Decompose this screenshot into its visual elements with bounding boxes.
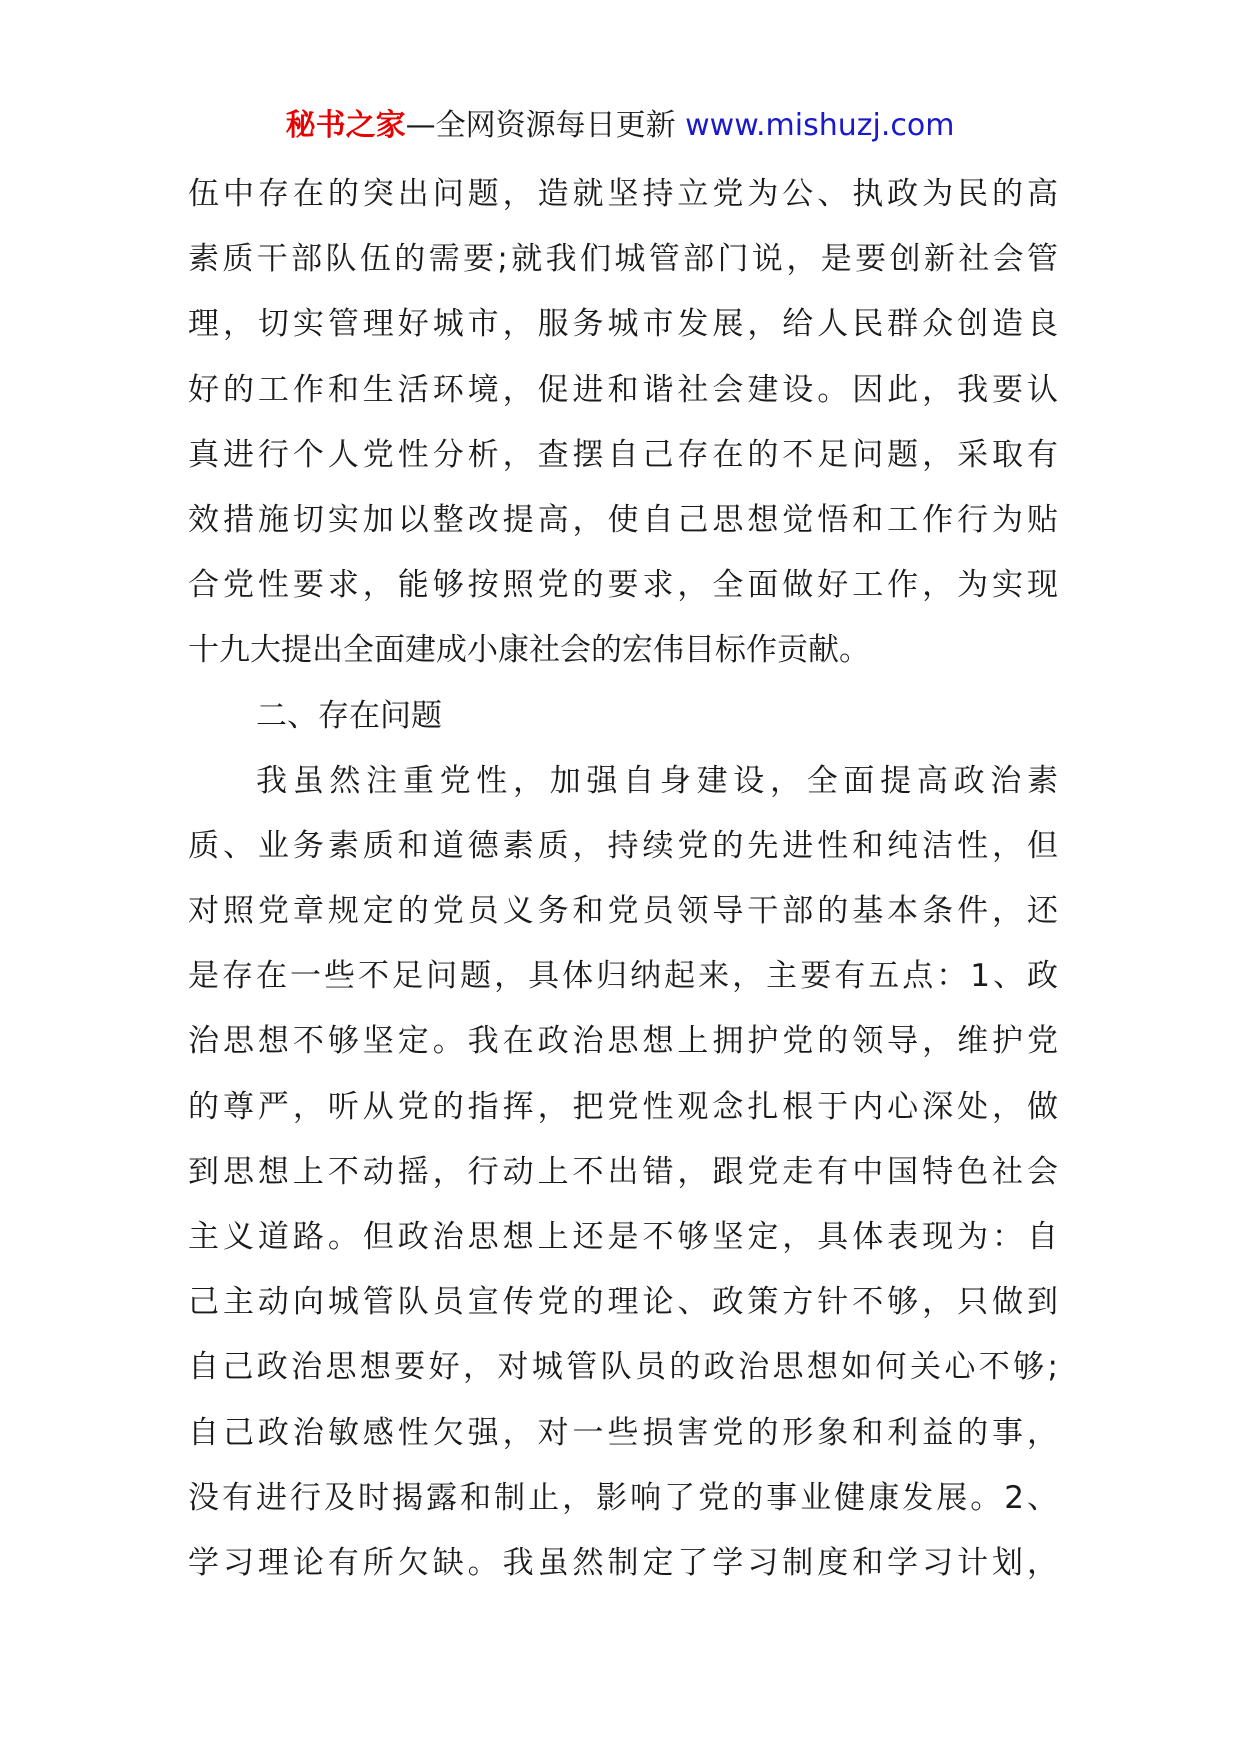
text-line: 没有进行及时揭露和制止，影响了党的事业健康发展。2、 (188, 1479, 1058, 1516)
text-line: 理，切实管理好城市，服务城市发展，给人民群众创造良 (188, 306, 1058, 343)
site-tagline: —全网资源每日更新 (405, 108, 686, 143)
text-line: 是存在一些不足问题，具体归纳起来，主要有五点：1、政 (188, 958, 1058, 995)
text-line: 好的工作和生活环境，促进和谐社会建设。因此，我要认 (188, 371, 1058, 408)
text-line: 我虽然注重党性，加强自身建设，全面提高政治素 (256, 762, 1058, 799)
text-line: 效措施切实加以整改提高，使自己思想觉悟和工作行为贴 (188, 501, 1058, 538)
text-line: 到思想上不动摇，行动上不出错，跟党走有中国特色社会 (188, 1153, 1058, 1190)
text-line: 自己政治敏感性欠强，对一些损害党的形象和利益的事， (188, 1414, 1058, 1451)
text-line: 主义道路。但政治思想上还是不够坚定，具体表现为：自 (188, 1219, 1058, 1255)
text-line: 治思想不够坚定。我在政治思想上拥护党的领导，维护党 (188, 1023, 1058, 1060)
page-header (0, 98, 1240, 154)
site-brand: 秘书之家 (285, 108, 406, 143)
section-heading: 二、存在问题 (256, 697, 442, 734)
text-line: 学习理论有所欠缺。我虽然制定了学习制度和学习计划， (188, 1544, 1058, 1581)
text-line: 自己政治思想要好，对城管队员的政治思想如何关心不够; (188, 1349, 1058, 1386)
text-line: 真进行个人党性分析，查摆自己存在的不足问题，采取有 (188, 436, 1058, 473)
text-line: 伍中存在的突出问题，造就坚持立党为公、执政为民的高 (188, 176, 1058, 212)
text-line: 的尊严，听从党的指挥，把党性观念扎根于内心深处，做 (188, 1088, 1058, 1125)
text-line: 合党性要求，能够按照党的要求，全面做好工作，为实现 (188, 567, 1058, 604)
text-line: 对照党章规定的党员义务和党员领导干部的基本条件，还 (188, 893, 1058, 930)
body-text (188, 162, 1058, 1596)
text-line: 己主动向城管队员宣传党的理论、政策方针不够，只做到 (188, 1284, 1058, 1321)
text-line: 素质干部队伍的需要;就我们城管部门说，是要创新社会管 (188, 241, 1058, 278)
text-line: 质、业务素质和道德素质，持续党的先进性和纯洁性，但 (188, 827, 1058, 864)
site-url-link[interactable]: www.mishuzj.com (685, 108, 955, 143)
text-line: 十九大提出全面建成小康社会的宏伟目标作贡献。 (188, 632, 870, 669)
